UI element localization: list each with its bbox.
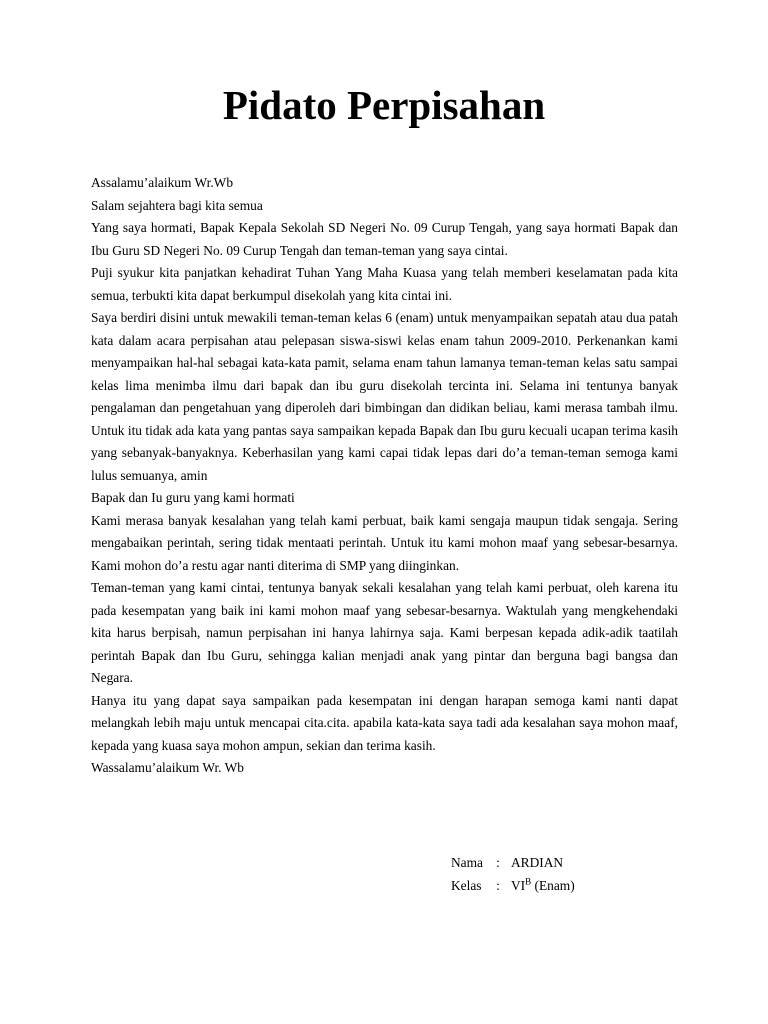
speech-body xyxy=(91,172,678,780)
class-value-main: VI xyxy=(511,878,526,893)
class-value xyxy=(511,874,575,897)
paragraph-farewell: Wassalamu’alaikum Wr. Wb xyxy=(91,760,244,775)
name-label: Nama xyxy=(451,855,483,870)
paragraph-main: Saya berdiri disini untuk mewakili teman-teman kelas 6 (enam) untuk menyampaikan sepatah atau dua patah kata dalam acara perpisahan atau pelepasan siswa-siswi kelas enam tahun 2009-2010. Perkenankan kami menyampaikan hal-hal sebagai kata-kata pamit, selama enam tahun lamanya teman-teman kelas satu sampai kelas lima menimba ilmu dari bapak dan ibu guru disekolah tercinta ini. Selama ini tentunya banyak pengalaman dan pengetahuan yang diperoleh dari bimbingan dan didikan beliau, kami merasa tambah ilmu. Untuk itu tidak ada kata yang pantas saya sampaikan kepada Bapak dan Ibu guru kecuali ucapan terima kasih yang sebanyak-banyaknya. Keberhasilan yang kami capai tidak lepas dari do’a teman-teman semoga kami lulus semuanya, amin xyxy=(91,310,678,483)
paragraph-gratitude: Puji syukur kita panjatkan kehadirat Tuhan Yang Maha Kuasa yang telah memberi keselamatan pada kita semua, terbukti kita dapat berkumpul disekolah yang kita cintai ini. xyxy=(91,265,678,303)
class-value-superscript: B xyxy=(525,876,532,887)
signature-class-row xyxy=(451,874,575,897)
paragraph-salutation: Salam sejahtera bagi kita semua xyxy=(91,197,263,213)
name-value: ARDIAN xyxy=(511,855,564,870)
name-colon: : xyxy=(496,855,500,870)
paragraph-respect: Yang saya hormati, Bapak Kepala Sekolah SD Negeri No. 09 Curup Tengah, yang saya hormati Bapak dan Ibu Guru SD Negeri No. 09 Curup Tengah dan teman-teman yang saya cintai. xyxy=(91,220,678,258)
paragraph-address-teachers: Bapak dan Iu guru yang kami hormati xyxy=(91,490,295,505)
paragraph-apology: Kami merasa banyak kesalahan yang telah kami perbuat, baik kami sengaja maupun tidak sengaja. Sering mengabaikan perintah, sering tidak mentaati perintah. Untuk itu kami mohon maaf yang sebesar-besarnya. Kami mohon do’a restu agar nanti diterima di SMP yang diinginkan. xyxy=(91,512,678,573)
paragraph-greeting: Assalamu’alaikum Wr.Wb xyxy=(91,175,234,190)
class-value-suffix: (Enam) xyxy=(531,878,575,893)
paragraph-closing: Hanya itu yang dapat saya sampaikan pada kesempatan ini dengan harapan semoga kami nanti dapat melangkah lebih maju untuk mencapai cita.cita. apabila kata-kata saya tadi ada kesalahan saya mohon maaf, kepada yang kuasa saya mohon ampun, sekian dan terima kasih. xyxy=(91,692,678,753)
document-title: Pidato Perpisahan xyxy=(222,82,546,128)
paragraph-friends: Teman-teman yang kami cintai, tentunya banyak sekali kesalahan yang telah kami perbuat, oleh karena itu pada kesempatan yang baik ini kami mohon maaf yang sebesar-besarnya. Waktulah yang mengkehendaki kita harus berpisah, namun perpisahan ini hanya lahirnya saja. Kami berpesan kepada adik-adik taatilah perintah Bapak dan Ibu Guru, sehingga kalian menjadi anak yang pintar dan berguna bagi bangsa dan Negara. xyxy=(91,580,678,685)
signature-name-row xyxy=(451,851,575,874)
class-label: Kelas xyxy=(451,878,482,893)
signature-block xyxy=(451,851,575,897)
class-colon: : xyxy=(496,878,500,893)
